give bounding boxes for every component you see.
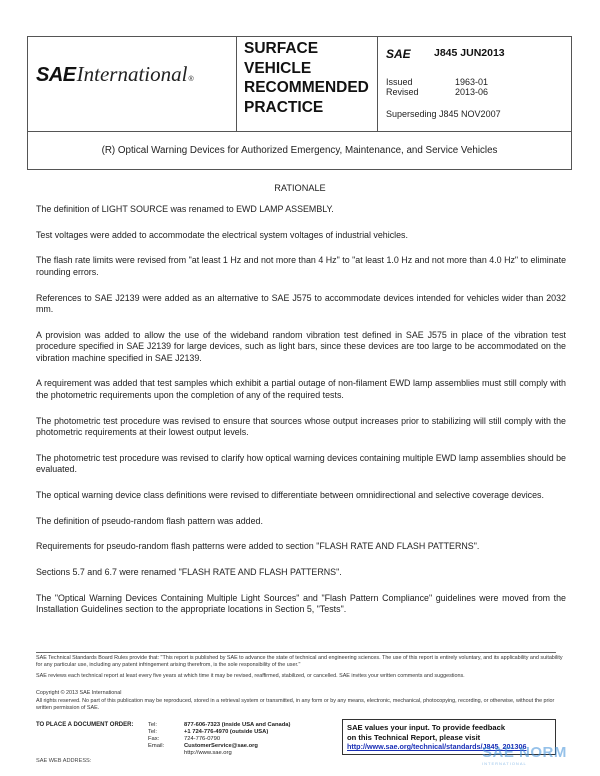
feedback-line: on this Technical Report, please visit xyxy=(347,732,481,742)
document-type xyxy=(244,39,374,117)
logo-word: International xyxy=(76,62,188,86)
contact-key: Fax: xyxy=(148,736,160,742)
watermark-logo xyxy=(482,744,594,774)
doc-type-line: PRACTICE xyxy=(244,98,324,116)
paragraph: Requirements for pseudo-random flash patterns were added to section "FLASH RATE AND FLASH PATTERNS". xyxy=(36,541,480,552)
paragraph: The optical warning device class definitions were revised to differentiate between omnidirectional and selective coverage devices. xyxy=(36,490,544,500)
contact-value: 877-606-7323 (inside USA and Canada) xyxy=(184,722,291,728)
order-label: TO PLACE A DOCUMENT ORDER: xyxy=(36,722,134,728)
issued-label: Issued xyxy=(386,77,413,87)
issued-value: 1963-01 xyxy=(455,77,489,87)
paragraph: Sections 5.7 and 6.7 were renamed "FLASH RATE AND FLASH PATTERNS". xyxy=(36,567,342,578)
header-divider xyxy=(236,36,237,132)
copyright: Copyright © 2013 SAE International xyxy=(36,690,122,696)
paragraph: The flash rate limits were revised from "at least 1 Hz and not more than 4 Hz" to "at least 1.0 Hz and not more than 4.0 Hz" to eliminate rounding errors. xyxy=(36,255,566,277)
contact-key: Tel: xyxy=(148,729,158,735)
paragraph: The photometric test procedure was revised to ensure that sources whose output increases prior to stabilizing will still comply with the photometric requirements at their lowest output levels. xyxy=(36,415,566,438)
contact-key: Tel: xyxy=(148,722,158,728)
paragraph: The definition of pseudo-random flash pattern was added. xyxy=(36,515,263,526)
superseding: Superseding J845 NOV2007 xyxy=(386,109,501,119)
rationale-heading: RATIONALE xyxy=(274,183,326,193)
logo-mark: SAE xyxy=(36,64,76,86)
standard-number: J845 JUN2013 xyxy=(434,47,505,59)
rationale-body xyxy=(36,204,566,630)
paragraph: The photometric test procedure was revised to clarify how optical warning devices containing multiple EWD lamp assemblies should be evaluated. xyxy=(36,452,566,475)
document-title: (R) Optical Warning Devices for Authorized Emergency, Maintenance, and Service Vehicles xyxy=(101,145,498,156)
contact-phone-intl xyxy=(184,729,268,735)
footer-rule xyxy=(36,652,556,653)
paragraph: A provision was added to allow the use of the wideband random vibration test defined in SAE J575 in place of the vibration test procedure specified in SAE J2139 for large devices, such as light bars, since these devices are too large to be accommodated on the vibration machine specified in SAE J2139. xyxy=(36,329,566,363)
watermark-subtext: INTERNATIONAL xyxy=(482,761,527,766)
contact-fax: 724-776-0790 xyxy=(184,736,221,742)
feedback-line: SAE values your input. To provide feedback xyxy=(347,723,506,732)
contact-value: +1 724-776-4970 (outside USA) xyxy=(184,729,269,735)
doc-type-line: VEHICLE xyxy=(244,59,312,77)
doc-type-line: RECOMMENDED xyxy=(244,79,369,96)
logo-trademark: ® xyxy=(188,76,194,83)
sae-international-logo xyxy=(36,62,194,86)
feedback-link[interactable]: http://www.sae.org/technical/standards/J845_201306 xyxy=(347,742,527,752)
paragraph: The definition of LIGHT SOURCE was renamed to EWD LAMP ASSEMBLY. xyxy=(36,204,334,214)
contact-phone-domestic xyxy=(184,722,290,728)
contact-email[interactable] xyxy=(184,743,258,749)
contact-website[interactable]: http://www.sae.org xyxy=(184,750,232,756)
paragraph: Test voltages were added to accommodate the electrical system voltages of industrial vehicles. xyxy=(36,229,408,240)
rights-reserved: All rights reserved. No part of this publication may be reproduced, stored in a retrieval system or transmitted, in any form or by any means, electronic, mechanical, photocopying, recording, or otherwise, without the prior written permission of SAE. xyxy=(36,698,555,711)
revised-value: 2013-06 xyxy=(455,87,489,97)
watermark-text: SAE NORM xyxy=(482,744,567,761)
contact-value[interactable]: CustomerService@sae.org xyxy=(184,743,258,749)
revised-label: Revised xyxy=(386,87,419,97)
contact-key: Email: xyxy=(148,743,165,749)
paragraph: A requirement was added that test samples which exhibit a partial outage of non-filament EWD lamp assemblies must still comply with the photometric requirements upon the completion of any of the required tests. xyxy=(36,378,566,400)
fine-print-rules: SAE Technical Standards Board Rules provide that: "This report is published by SAE to advance the state of technical and engineering sciences. The use of this report is entirely voluntary, and its applicability and suitability for any particular use, including any patent infringement arising therefrom, is the sole responsibility of the user." xyxy=(36,655,563,668)
header-divider xyxy=(377,36,378,132)
paragraph: The "Optical Warning Devices Containing Multiple Light Sources" and "Flash Pattern Compliance" guidelines were moved from the Installation Guidelines section to the appropriate locations in Section 5, "Tests". xyxy=(36,592,566,615)
doc-type-line: SURFACE xyxy=(244,40,319,57)
sae-small-logo: SAE xyxy=(386,47,411,61)
footer-code: SAE WEB ADDRESS: xyxy=(36,758,92,764)
paragraph: References to SAE J2139 were added as an alternative to SAE J575 to accommodate devices intended for vehicles wider than 2032 mm. xyxy=(36,292,566,315)
fine-print-review: SAE reviews each technical report at least every five years at which time it may be revised, reaffirmed, stabilized, or cancelled. SAE invites your written comments and suggestions. xyxy=(36,673,465,679)
